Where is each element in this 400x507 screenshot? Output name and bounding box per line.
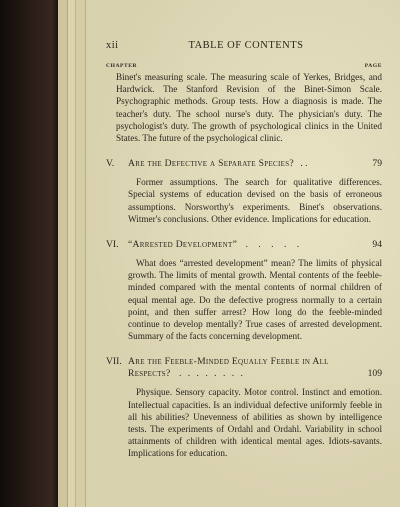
- dot-leader: . . . . .: [245, 239, 304, 251]
- toc-content: [106, 40, 382, 460]
- chapter-summary: Physique. Sensory capacity. Motor control. Instinct and emotion. Intellectual capacities. Is an individual defective uniformly feeble in all his abilities? Unevenness of abilities as shown by intelligence tests. The experiments of Ordahl and Ordahl. Variability in school attainments of children with identical mental ages. Idiots-savants. Implications for education.: [128, 387, 382, 459]
- chapter-entry-v: [106, 158, 382, 170]
- chapter-page: 109: [367, 368, 382, 380]
- continued-summary: Binet's measuring scale. The measuring scale of Yerkes, Bridges, and Hardwick. The Stanford Revision of the Binet-Simon Scale. Psychographic methods. Group tests. How a diagnosis is made. The teacher's duty. The school nurse's duty. The physician's duty. The psychologist's duty. The growth of psychological clinics in the United States. The future of the psychological clinic.: [116, 72, 382, 144]
- chapter-page: 94: [372, 239, 382, 251]
- chapter-numeral: VII.: [106, 356, 122, 368]
- page-title: TABLE OF CONTENTS: [188, 40, 304, 51]
- chapter-numeral: VI.: [106, 239, 119, 251]
- dot-leader: . .: [300, 158, 308, 170]
- page-column-label: PAGE: [364, 63, 382, 69]
- chapter-title: “Arrested Development”: [128, 239, 238, 251]
- page-edge: [58, 0, 68, 507]
- chapter-column-label: CHAPTER: [106, 63, 138, 69]
- chapter-entry-vi: [106, 239, 382, 251]
- chapter-summary: What does “arrested development” mean? The limits of physical growth. The limits of mental growth. Mental contents of the feeble-minded compared with the mental contents of normal children of equal mental age. Do the defective progress normally to a certain point, and then suffer arrest? How long do the feeble-minded continue to develop mentally? True cases of arrested development. Summary of the facts concerning development.: [128, 258, 382, 342]
- page-header: [106, 40, 382, 51]
- chapter-numeral: V.: [106, 158, 115, 170]
- page-number: xii: [106, 40, 119, 51]
- book-page: [86, 0, 400, 507]
- dot-leader: . . . . . . . .: [178, 368, 245, 380]
- chapter-page: 79: [372, 158, 382, 170]
- chapter-summary: Former assumptions. The search for qualitative differences. Special systems of education devised on the basis of erroneous assumptions. Norsworthy's experiments. Binet's observations. Witmer's conclusions. Other evidence. Implications for education.: [128, 177, 382, 224]
- chapter-entry-vii: [106, 356, 382, 380]
- column-headings: [106, 63, 382, 69]
- page-edge: [76, 0, 86, 507]
- chapter-title: Are the Defective a Separate Species?: [128, 158, 294, 170]
- chapter-title: Are the Feeble-Minded Equally Feeble in All Respects?: [128, 356, 329, 380]
- book-spine: [0, 0, 58, 507]
- page-edge: [68, 0, 76, 507]
